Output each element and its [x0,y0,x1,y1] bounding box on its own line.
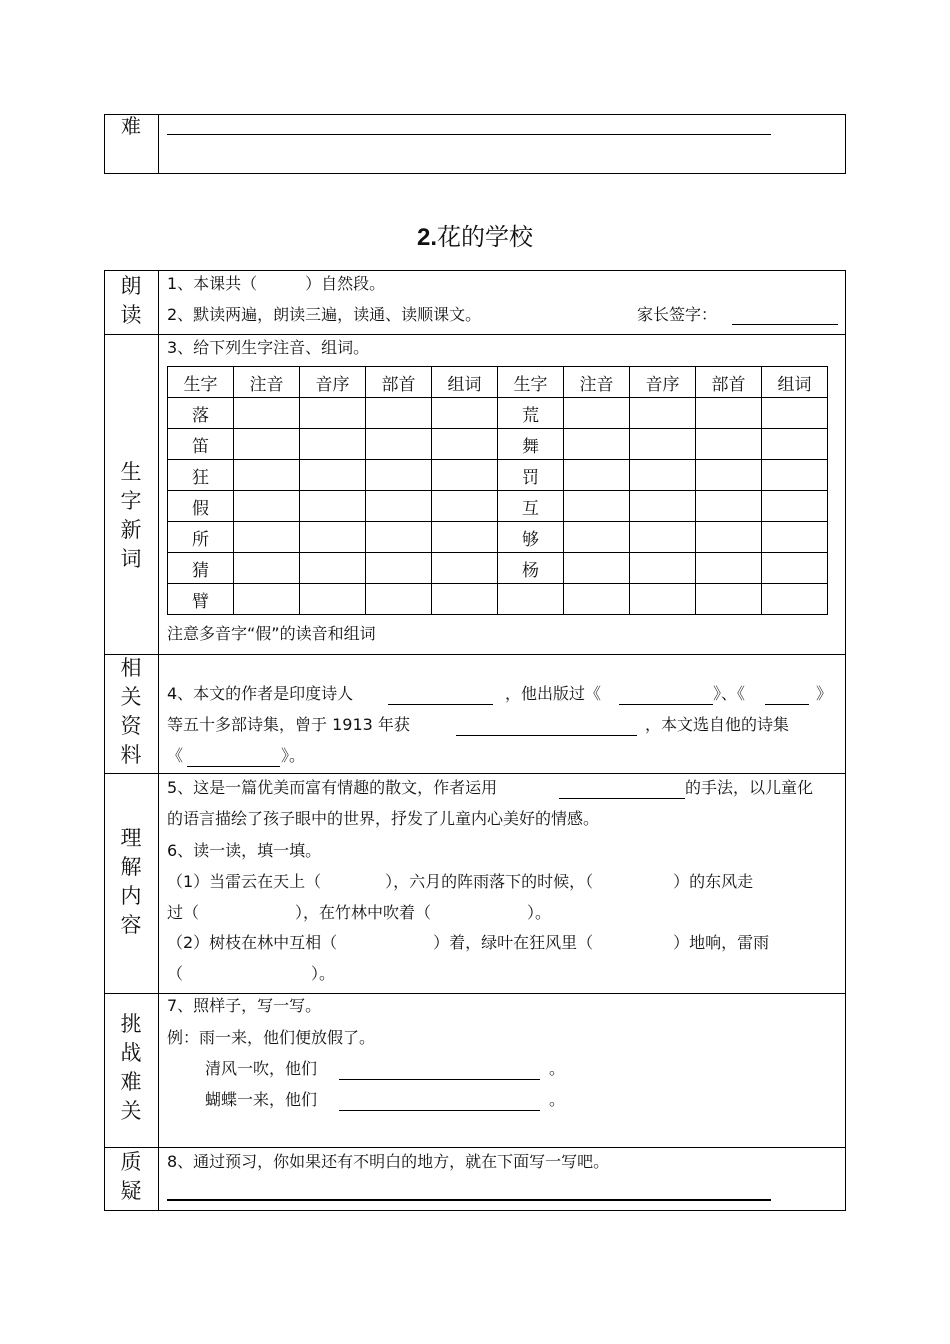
background-line1-c: 》、《 [713,684,746,703]
answer-cell[interactable] [234,553,300,584]
background-line1-d: 》 [816,684,833,703]
table-header-cell: 组词 [762,367,828,398]
table-row [168,584,828,615]
technique-line[interactable] [559,798,685,799]
answer-cell[interactable] [762,460,828,491]
lesson-title: 2.花的学校 [416,223,533,251]
q6-1-line1: （1）当雷云在天上（ ），六月的阵雨落下的时候，（ ）的东风走 [167,872,754,891]
answer-cell[interactable] [234,460,300,491]
background-line3-a: 《 [167,746,184,765]
answer-cell[interactable] [366,429,432,460]
answer-cell[interactable] [762,398,828,429]
poem-collection-line-1[interactable] [619,704,713,705]
background-line3-b: 》。 [281,746,306,765]
top-table [104,114,846,174]
character-cell: 臂 [168,584,234,615]
source-collection-line[interactable] [187,766,280,767]
answer-cell[interactable] [630,491,696,522]
signature-label: 家长签字： [637,305,718,324]
table-header-cell: 音序 [630,367,696,398]
answer-cell[interactable] [300,522,366,553]
q5-line1-b: 的手法，以儿童化 [685,778,814,797]
polyphone-note: 注意多音字“假”的读音和组词 [167,624,376,643]
table-header-cell: 部首 [366,367,432,398]
row-divider-3 [104,773,846,774]
questions-label: 质疑 [120,1150,142,1203]
answer-cell[interactable] [762,584,828,615]
character-cell: 够 [498,522,564,553]
row-divider-2 [104,654,846,655]
character-cell: 舞 [498,429,564,460]
background-label: 相关资料 [120,656,142,767]
q8-answer-line[interactable] [167,1199,771,1201]
poem-collection-line-2[interactable] [765,704,809,705]
characters-label: 生字新词 [120,460,142,571]
answer-cell[interactable] [696,553,762,584]
character-cell: 狂 [168,460,234,491]
table-header-cell: 注音 [564,367,630,398]
top-table-divider [158,114,159,174]
answer-cell[interactable] [696,491,762,522]
q7-example: 例：雨一来，他们便放假了。 [167,1028,376,1047]
table-row [168,553,828,584]
answer-cell[interactable] [762,553,828,584]
answer-cell[interactable] [630,584,696,615]
answer-cell[interactable] [234,398,300,429]
table-header-cell: 生字 [168,367,234,398]
understanding-label: 理解内容 [120,826,142,937]
answer-cell[interactable] [630,553,696,584]
table-header-cell: 生字 [498,367,564,398]
answer-cell[interactable] [432,553,498,584]
table-header-row [168,367,828,398]
answer-cell[interactable] [300,491,366,522]
answer-cell[interactable] [432,460,498,491]
answer-cell[interactable] [366,553,432,584]
q7-item2: 蝴蝶一来，他们 [205,1090,318,1109]
row-divider-5 [104,1147,846,1148]
challenge-label: 挑战难关 [120,1012,142,1123]
q7-item1: 清风一吹，他们 [205,1059,318,1078]
q7-item1-line[interactable] [339,1079,540,1080]
answer-cell[interactable] [696,584,762,615]
poet-name-line[interactable] [388,704,493,705]
answer-cell[interactable] [564,429,630,460]
character-cell: 杨 [498,553,564,584]
answer-cell[interactable] [300,429,366,460]
answer-cell[interactable] [234,429,300,460]
q5-line1-a: 5、这是一篇优美而富有情趣的散文，作者运用 [167,778,498,797]
award-line[interactable] [456,735,637,736]
answer-cell[interactable] [432,522,498,553]
characters-instruction: 3、给下列生字注音、组词。 [167,338,370,357]
answer-cell[interactable] [366,491,432,522]
q8-text: 8、通过预习，你如果还有不明白的地方，就在下面写一写吧。 [167,1152,610,1171]
background-line2-a: 等五十多部诗集，曾于 1913 年获 [167,715,410,734]
table-header-cell: 部首 [696,367,762,398]
background-line1-b: ，他出版过《 [505,684,602,703]
q6-2-line1: （2）树枝在林中互相（ ）着，绿叶在狂风里（ ）地响，雷雨 [167,933,770,952]
answer-cell[interactable] [366,522,432,553]
answer-cell[interactable] [762,522,828,553]
table-row [168,429,828,460]
character-cell: 猜 [168,553,234,584]
answer-cell[interactable] [366,460,432,491]
character-cell: 罚 [498,460,564,491]
answer-cell[interactable] [234,584,300,615]
reading-label: 朗读 [120,274,142,327]
answer-cell[interactable] [432,429,498,460]
answer-cell[interactable] [432,584,498,615]
table-header-cell: 注音 [234,367,300,398]
answer-cell[interactable] [696,460,762,491]
answer-cell[interactable] [564,491,630,522]
row-divider-1 [104,334,846,335]
reading-q2: 2、默读两遍，朗读三遍，读通、读顺课文。 [167,305,482,324]
q7-item2-line[interactable] [339,1110,540,1111]
table-header-cell: 音序 [300,367,366,398]
main-table-label-divider [158,270,159,1211]
answer-cell[interactable] [564,553,630,584]
row-divider-4 [104,993,846,994]
answer-cell[interactable] [630,460,696,491]
answer-cell[interactable] [696,398,762,429]
character-cell: 落 [168,398,234,429]
answer-cell[interactable] [564,522,630,553]
table-header-cell: 组词 [432,367,498,398]
answer-cell[interactable] [234,491,300,522]
q7-item2-end: 。 [549,1090,566,1109]
background-line2-b: ，本文选自他的诗集 [645,715,790,734]
answer-cell[interactable] [762,429,828,460]
q6-2-line2: （ ）。 [167,964,336,983]
q7-item1-end: 。 [549,1059,566,1078]
q5-line2: 的语言描绘了孩子眼中的世界，抒发了儿童内心美好的情感。 [167,809,600,828]
answer-cell[interactable] [234,522,300,553]
table-row [168,398,828,429]
answer-cell[interactable] [564,398,630,429]
answer-cell[interactable] [366,398,432,429]
table-row [168,522,828,553]
characters-table [167,366,828,615]
q7-title: 7、照样子，写一写。 [167,996,322,1015]
signature-line[interactable] [732,324,838,325]
answer-cell[interactable] [300,398,366,429]
answer-cell[interactable] [564,460,630,491]
background-line1-a: 4、本文的作者是印度诗人 [167,684,354,703]
top-table-label: 难 [121,114,141,138]
character-cell: 荒 [498,398,564,429]
table-row [168,491,828,522]
answer-cell[interactable] [630,398,696,429]
character-cell: 笛 [168,429,234,460]
answer-cell[interactable] [564,584,630,615]
character-cell: 假 [168,491,234,522]
answer-cell[interactable] [300,584,366,615]
answer-cell[interactable] [696,429,762,460]
answer-cell[interactable] [432,491,498,522]
answer-cell[interactable] [366,584,432,615]
top-answer-line[interactable] [167,134,771,135]
answer-cell[interactable] [696,522,762,553]
table-row [168,460,828,491]
q6-1-line2: 过（ ），在竹林中吹着（ ）。 [167,903,552,922]
answer-cell[interactable] [762,491,828,522]
answer-cell[interactable] [630,429,696,460]
answer-cell[interactable] [300,553,366,584]
reading-q1: 1、本课共（ ）自然段。 [167,274,386,293]
answer-cell[interactable] [630,522,696,553]
character-cell: 互 [498,491,564,522]
character-cell: 所 [168,522,234,553]
answer-cell[interactable] [300,460,366,491]
q6-title: 6、读一读，填一填。 [167,841,322,860]
character-cell [498,584,564,615]
answer-cell[interactable] [432,398,498,429]
